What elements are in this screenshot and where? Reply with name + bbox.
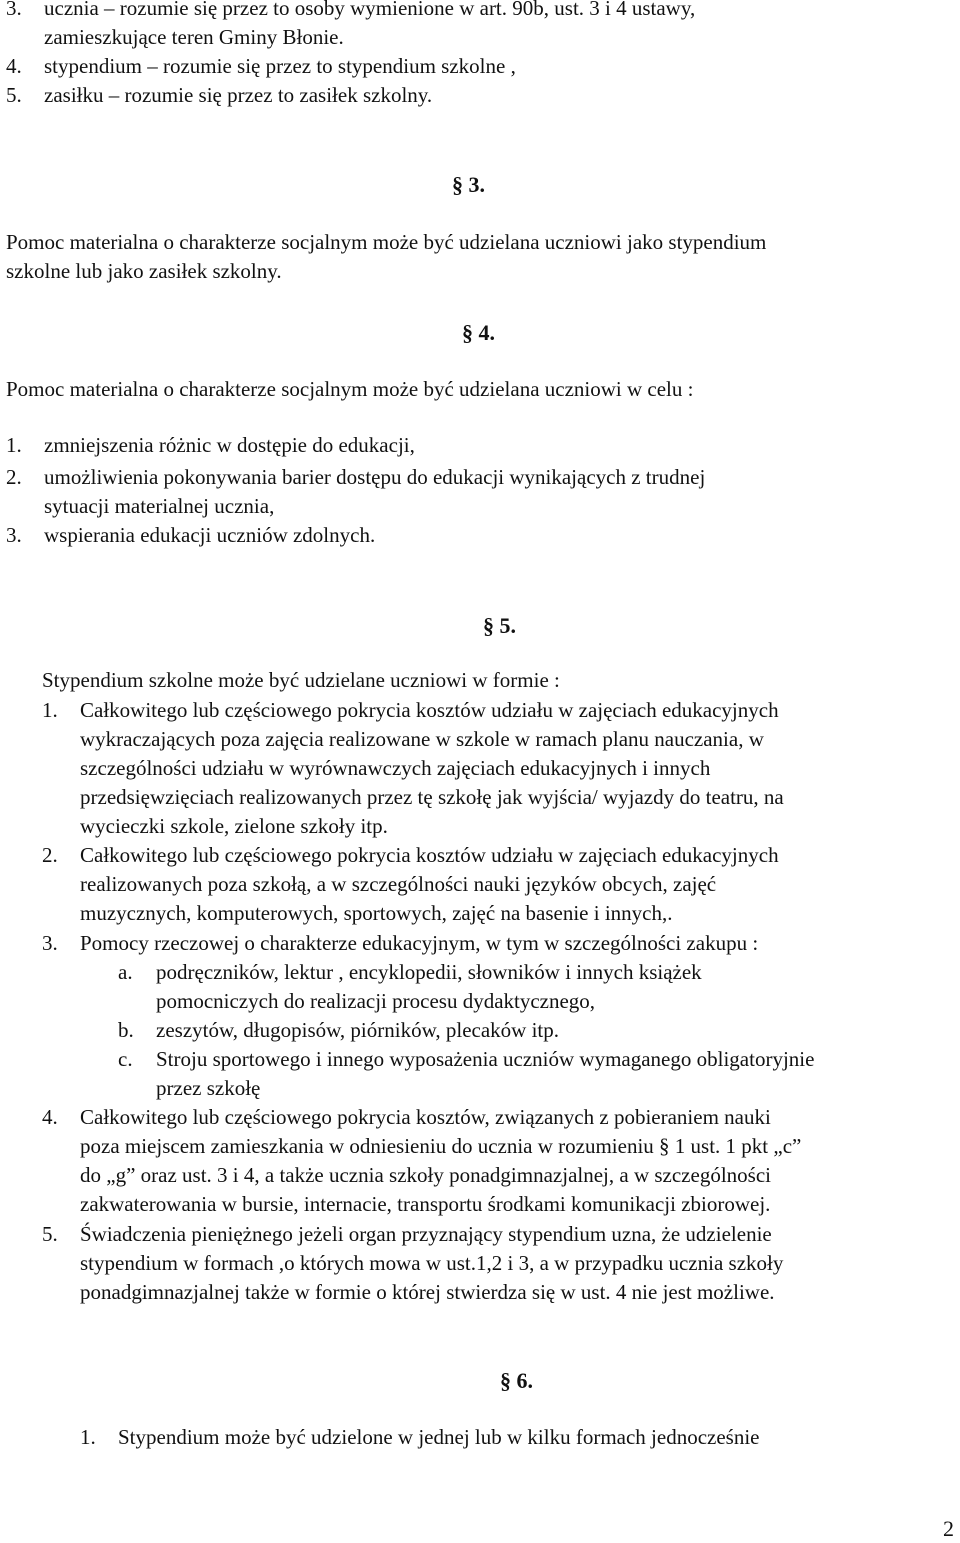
sub-list-letter: b.: [118, 1018, 134, 1042]
list-text: zasiłku – rozumie się przez to zasiłek szkolny.: [44, 83, 433, 107]
list-text: wykraczających poza zajęcia realizowane w szkole w ramach planu nauczania, w: [80, 727, 764, 751]
list-number: 3.: [6, 0, 22, 20]
list-text: Całkowitego lub częściowego pokrycia kosztów udziału w zajęciach edukacyjnych: [80, 843, 779, 867]
section-intro: Pomoc materialna o charakterze socjalnym może być udzielana uczniowi w celu :: [6, 377, 694, 401]
section-heading: § 6.: [500, 1368, 533, 1393]
list-number: 4.: [42, 1105, 58, 1129]
section-heading: § 4.: [462, 320, 495, 345]
list-text: realizowanych poza szkołą, a w szczególności nauki języków obcych, zajęć: [80, 872, 717, 896]
paragraph-line: szkolne lub jako zasiłek szkolny.: [6, 259, 282, 283]
list-text: ucznia – rozumie się przez to osoby wymienione w art. 90b, ust. 3 i 4 ustawy,: [44, 0, 696, 20]
list-text: sytuacji materialnej ucznia,: [44, 494, 275, 518]
sub-list-text: pomocniczych do realizacji procesu dydaktycznego,: [156, 989, 596, 1013]
list-text: zamieszkujące teren Gminy Błonie.: [44, 25, 344, 49]
list-text: muzycznych, komputerowych, sportowych, zajęć na basenie i innych,.: [80, 901, 673, 925]
section-intro: Stypendium szkolne może być udzielane uczniowi w formie :: [42, 668, 560, 692]
list-text: ponadgimnazjalnej także w formie o której stwierdza się w ust. 4 nie jest możliwe.: [80, 1280, 775, 1304]
list-text: stypendium w formach ,o których mowa w ust.1,2 i 3, a w przypadku ucznia szkoły: [80, 1251, 784, 1275]
list-number: 2.: [6, 465, 22, 489]
sub-list-text: przez szkołę: [156, 1076, 261, 1100]
sub-list-text: Stroju sportowego i innego wyposażenia uczniów wymaganego obligatoryjnie: [156, 1047, 815, 1071]
list-number: 1.: [80, 1425, 96, 1449]
sub-list-text: podręczników, lektur , encyklopedii, słowników i innych książek: [156, 960, 702, 984]
list-text: Stypendium może być udzielone w jednej lub w kilku formach jednocześnie: [118, 1425, 760, 1449]
list-number: 1.: [6, 433, 22, 457]
list-text: Świadczenia pieniężnego jeżeli organ przyznający stypendium uzna, że udzielenie: [80, 1222, 772, 1246]
list-text: do „g” oraz ust. 3 i 4, a także ucznia szkoły ponadgimnazjalnej, a w szczególności: [80, 1163, 771, 1187]
sub-list-text: zeszytów, długopisów, piórników, plecaków itp.: [156, 1018, 560, 1042]
list-number: 2.: [42, 843, 58, 867]
list-number: 4.: [6, 54, 22, 78]
list-text: poza miejscem zamieszkania w odniesieniu do ucznia w rozumieniu § 1 ust. 1 pkt „c”: [80, 1134, 802, 1158]
list-number: 1.: [42, 698, 58, 722]
list-text: wspierania edukacji uczniów zdolnych.: [44, 523, 376, 547]
paragraph-line: Pomoc materialna o charakterze socjalnym może być udzielana uczniowi jako stypendium: [6, 230, 767, 254]
list-number: 3.: [42, 931, 58, 955]
list-text: szczególności udziału w wyrównawczych zajęciach edukacyjnych i innych: [80, 756, 711, 780]
list-text: wycieczki szkole, zielone szkoły itp.: [80, 814, 388, 838]
page-number: 2: [943, 1516, 954, 1541]
list-number: 5.: [6, 83, 22, 107]
list-text: Pomocy rzeczowej o charakterze edukacyjnym, w tym w szczególności zakupu :: [80, 931, 759, 955]
list-text: Całkowitego lub częściowego pokrycia kosztów udziału w zajęciach edukacyjnych: [80, 698, 779, 722]
list-text: zakwaterowania w bursie, internacie, transportu środkami komunikacji zbiorowej.: [80, 1192, 771, 1216]
section-heading: § 5.: [483, 613, 516, 638]
list-text: Całkowitego lub częściowego pokrycia kosztów, związanych z pobieraniem nauki: [80, 1105, 771, 1129]
list-text: umożliwienia pokonywania barier dostępu do edukacji wynikających z trudnej: [44, 465, 706, 489]
list-number: 3.: [6, 523, 22, 547]
list-number: 5.: [42, 1222, 58, 1246]
section-heading: § 3.: [452, 172, 485, 197]
list-text: zmniejszenia różnic w dostępie do edukacji,: [44, 433, 415, 457]
sub-list-letter: a.: [118, 960, 133, 984]
list-text: przedsięwzięciach realizowanych przez tę szkołę jak wyjścia/ wyjazdy do teatru, na: [80, 785, 784, 809]
list-text: stypendium – rozumie się przez to stypendium szkolne ,: [44, 54, 516, 78]
sub-list-letter: c.: [118, 1047, 133, 1071]
